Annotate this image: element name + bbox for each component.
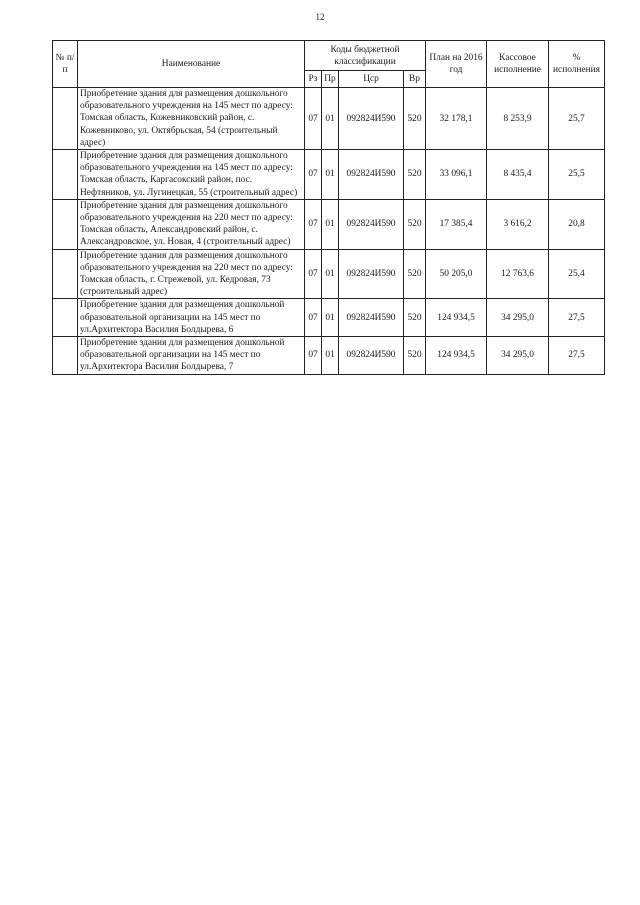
row-num xyxy=(53,88,78,150)
row-num xyxy=(53,150,78,200)
row-percent: 27,5 xyxy=(549,337,605,375)
row-plan: 50 205,0 xyxy=(426,249,487,299)
row-rz: 07 xyxy=(305,199,322,249)
row-cash: 34 295,0 xyxy=(487,337,549,375)
row-num xyxy=(53,299,78,337)
row-cash: 3 616,2 xyxy=(487,199,549,249)
row-vr: 520 xyxy=(404,337,426,375)
row-pr: 01 xyxy=(322,150,339,200)
row-vr: 520 xyxy=(404,299,426,337)
row-rz: 07 xyxy=(305,88,322,150)
row-rz: 07 xyxy=(305,249,322,299)
budget-execution-table xyxy=(52,40,605,375)
row-vr: 520 xyxy=(404,249,426,299)
row-name: Приобретение здания для размещения дошкольного образовательного учреждения на 145 мест по адресу: Томская область, Кожевниковский район, с. Кожевниково, ул. Октябрьская, 54 (строительный адрес) xyxy=(78,88,305,150)
row-csr: 092824И590 xyxy=(339,88,404,150)
row-plan: 124 934,5 xyxy=(426,337,487,375)
row-percent: 20,8 xyxy=(549,199,605,249)
row-name: Приобретение здания для размещения дошкольного образовательного учреждения на 145 мест по адресу: Томская область, Каргасокский район, пос. Нефтяников, ул. Лугинецкая, 55 (строительный адрес) xyxy=(78,150,305,200)
row-plan: 32 178,1 xyxy=(426,88,487,150)
row-cash: 12 763,6 xyxy=(487,249,549,299)
row-plan: 17 385,4 xyxy=(426,199,487,249)
row-name: Приобретение здания для размещения дошкольного образовательного учреждения на 220 мест по адресу: Томская область, г. Стрежевой, ул. Кедровая, 73 (строительный адрес) xyxy=(78,249,305,299)
row-name: Приобретение здания для размещения дошкольной образовательной организации на 145 мест по ул.Архитектора Василия Болдырева, 7 xyxy=(78,337,305,375)
row-vr: 520 xyxy=(404,199,426,249)
row-percent: 25,4 xyxy=(549,249,605,299)
table-row xyxy=(53,337,605,375)
table-row xyxy=(53,299,605,337)
row-rz: 07 xyxy=(305,150,322,200)
row-name: Приобретение здания для размещения дошкольной образовательной организации на 145 мест по ул.Архитектора Василия Болдырева, 6 xyxy=(78,299,305,337)
header-row xyxy=(53,41,605,71)
row-pr: 01 xyxy=(322,88,339,150)
row-plan: 124 934,5 xyxy=(426,299,487,337)
row-percent: 27,5 xyxy=(549,299,605,337)
row-rz: 07 xyxy=(305,337,322,375)
row-csr: 092824И590 xyxy=(339,199,404,249)
row-name: Приобретение здания для размещения дошкольного образовательного учреждения на 220 мест по адресу: Томская область, Александровский район, с. Александровское, ул. Новая, 4 (строительный адрес) xyxy=(78,199,305,249)
header-name: Наименование xyxy=(78,41,305,88)
row-vr: 520 xyxy=(404,150,426,200)
header-cash: Кассовое исполнение xyxy=(487,41,549,88)
page-number: 12 xyxy=(315,12,325,22)
header-plan: План на 2016 год xyxy=(426,41,487,88)
header-vr: Вр xyxy=(404,71,426,88)
row-rz: 07 xyxy=(305,299,322,337)
row-cash: 34 295,0 xyxy=(487,299,549,337)
row-vr: 520 xyxy=(404,88,426,150)
row-pr: 01 xyxy=(322,299,339,337)
table-row xyxy=(53,150,605,200)
row-plan: 33 096,1 xyxy=(426,150,487,200)
row-percent: 25,5 xyxy=(549,150,605,200)
header-rz: Рз xyxy=(305,71,322,88)
row-pr: 01 xyxy=(322,199,339,249)
header-codes-group: Коды бюджетной классификации xyxy=(305,41,426,71)
row-csr: 092824И590 xyxy=(339,337,404,375)
header-percent: % исполнения xyxy=(549,41,605,88)
row-pr: 01 xyxy=(322,337,339,375)
header-pr: Пр xyxy=(322,71,339,88)
row-csr: 092824И590 xyxy=(339,150,404,200)
row-csr: 092824И590 xyxy=(339,299,404,337)
row-num xyxy=(53,249,78,299)
table-row xyxy=(53,249,605,299)
row-num xyxy=(53,337,78,375)
row-cash: 8 435,4 xyxy=(487,150,549,200)
header-num: № п/п xyxy=(53,41,78,88)
table-row xyxy=(53,88,605,150)
row-pr: 01 xyxy=(322,249,339,299)
row-cash: 8 253,9 xyxy=(487,88,549,150)
row-percent: 25,7 xyxy=(549,88,605,150)
row-csr: 092824И590 xyxy=(339,249,404,299)
header-csr: Цср xyxy=(339,71,404,88)
table-row xyxy=(53,199,605,249)
row-num xyxy=(53,199,78,249)
